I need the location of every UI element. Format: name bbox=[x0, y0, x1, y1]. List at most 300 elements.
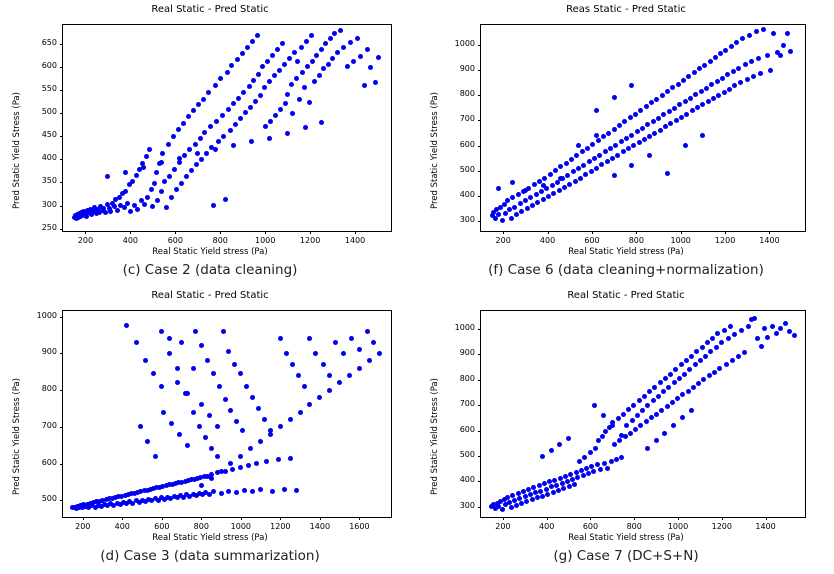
scatter-point bbox=[629, 133, 634, 138]
scatter-point bbox=[709, 82, 714, 87]
scatter-point bbox=[612, 442, 617, 447]
y-tick bbox=[478, 95, 481, 96]
scatter-point bbox=[622, 119, 627, 124]
scatter-point bbox=[245, 45, 250, 50]
y-tick bbox=[60, 159, 63, 160]
scatter-point bbox=[583, 172, 588, 177]
y-axis-label-c: Pred Static Yield Stress (Pa) bbox=[12, 92, 22, 209]
scatter-point bbox=[566, 436, 571, 441]
scatter-point bbox=[177, 160, 182, 165]
y-tick bbox=[60, 353, 63, 354]
scatter-point bbox=[788, 49, 793, 54]
scatter-point bbox=[240, 428, 245, 433]
scatter-point bbox=[585, 146, 590, 151]
x-tick-label: 1400 bbox=[755, 522, 776, 531]
scatter-point bbox=[204, 151, 209, 156]
y-tick-label: 400 bbox=[41, 153, 57, 163]
scatter-point bbox=[567, 182, 572, 187]
scatter-point bbox=[612, 95, 617, 100]
y-tick-label: 1000 bbox=[36, 310, 57, 320]
scatter-point bbox=[756, 56, 761, 61]
scatter-point bbox=[557, 442, 562, 447]
y-tick bbox=[60, 206, 63, 207]
scatter-point bbox=[755, 336, 760, 341]
figure-c bbox=[0, 4, 420, 266]
scatter-point bbox=[500, 218, 505, 223]
scatter-point bbox=[530, 497, 535, 502]
scatter-point bbox=[630, 418, 635, 423]
x-tick-label: 1000 bbox=[255, 236, 276, 245]
y-tick bbox=[478, 146, 481, 147]
scatter-point bbox=[644, 104, 649, 109]
scatter-point bbox=[624, 136, 629, 141]
scatter-point bbox=[175, 366, 180, 371]
y-tick bbox=[60, 136, 63, 137]
scatter-point bbox=[243, 110, 248, 115]
scatter-point bbox=[700, 345, 705, 350]
x-tick bbox=[590, 517, 591, 520]
scatter-point bbox=[209, 446, 214, 451]
scatter-point bbox=[198, 136, 203, 141]
scatter-point bbox=[708, 59, 713, 64]
scatter-point bbox=[637, 398, 642, 403]
scatter-point bbox=[122, 205, 127, 210]
scatter-point bbox=[172, 167, 177, 172]
y-tick-label: 400 bbox=[459, 475, 475, 485]
scatter-point bbox=[575, 475, 580, 480]
scatter-point bbox=[754, 29, 759, 34]
scatter-point bbox=[668, 121, 673, 126]
panel-d bbox=[0, 290, 420, 552]
scatter-point bbox=[716, 93, 721, 98]
scatter-point bbox=[238, 465, 243, 470]
scatter-point bbox=[612, 127, 617, 132]
scatter-point bbox=[144, 154, 149, 159]
x-tick-label: 1000 bbox=[230, 522, 251, 531]
scatter-point bbox=[751, 74, 756, 79]
scatter-point bbox=[272, 73, 277, 78]
scatter-point bbox=[577, 459, 582, 464]
scatter-point bbox=[615, 153, 620, 158]
scatter-point bbox=[509, 216, 514, 221]
x-axis-label-c: Real Static Yield stress (Pa) bbox=[152, 247, 268, 257]
y-tick-label: 300 bbox=[41, 199, 57, 209]
scatter-point bbox=[138, 424, 143, 429]
scatter-point bbox=[713, 55, 718, 60]
scatter-point bbox=[734, 40, 739, 45]
scatter-point bbox=[694, 349, 699, 354]
scatter-point bbox=[519, 209, 524, 214]
scatter-point bbox=[294, 488, 299, 493]
scatter-point bbox=[512, 205, 517, 210]
scatter-point bbox=[594, 108, 599, 113]
x-tick bbox=[320, 517, 321, 520]
scatter-point bbox=[614, 457, 619, 462]
scatter-point bbox=[696, 381, 701, 386]
scatter-point bbox=[658, 380, 663, 385]
scatter-point bbox=[582, 455, 587, 460]
scatter-point bbox=[358, 54, 363, 59]
scatter-point bbox=[509, 505, 514, 510]
y-tick bbox=[60, 390, 63, 391]
scatter-point bbox=[739, 328, 744, 333]
chart-title-d: Real Static - Pred Static bbox=[151, 290, 269, 301]
scatter-point bbox=[174, 187, 179, 192]
x-tick bbox=[280, 517, 281, 520]
scatter-point bbox=[179, 340, 184, 345]
x-tick bbox=[503, 517, 504, 520]
y-tick bbox=[60, 317, 63, 318]
scatter-point bbox=[603, 429, 608, 434]
scatter-point bbox=[327, 388, 332, 393]
scatter-point bbox=[711, 96, 716, 101]
scatter-point bbox=[672, 380, 677, 385]
scatter-point bbox=[581, 473, 586, 478]
x-tick bbox=[130, 231, 131, 234]
scatter-point bbox=[217, 384, 222, 389]
scatter-point bbox=[551, 490, 556, 495]
scatter-point bbox=[701, 377, 706, 382]
figure-g bbox=[418, 290, 834, 552]
y-tick-label: 600 bbox=[459, 139, 475, 149]
scatter-point bbox=[199, 483, 204, 488]
scatter-point bbox=[514, 212, 519, 217]
y-tick bbox=[60, 182, 63, 183]
scatter-point bbox=[313, 351, 318, 356]
x-tick-label: 800 bbox=[193, 522, 209, 531]
scatter-point bbox=[688, 96, 693, 101]
scatter-point bbox=[649, 100, 654, 105]
y-tick-label: 700 bbox=[41, 420, 57, 430]
scatter-point bbox=[528, 195, 533, 200]
scatter-point bbox=[626, 407, 631, 412]
scatter-point bbox=[674, 118, 679, 123]
scatter-point bbox=[592, 403, 597, 408]
scatter-point bbox=[591, 469, 596, 474]
scatter-point bbox=[357, 347, 362, 352]
scatter-point bbox=[159, 189, 164, 194]
scatter-point bbox=[175, 380, 180, 385]
scatter-point bbox=[365, 329, 370, 334]
scatter-point bbox=[785, 31, 790, 36]
scatter-point bbox=[670, 85, 675, 90]
panel-f bbox=[418, 4, 834, 266]
x-tick-label: 1200 bbox=[711, 522, 732, 531]
scatter-point bbox=[598, 467, 603, 472]
scatter-point bbox=[312, 79, 317, 84]
scatter-point bbox=[670, 400, 675, 405]
scatter-point bbox=[683, 143, 688, 148]
scatter-point bbox=[601, 134, 606, 139]
scatter-point bbox=[624, 423, 629, 428]
scatter-point bbox=[540, 494, 545, 499]
scatter-point bbox=[601, 413, 606, 418]
scatter-point bbox=[355, 36, 360, 41]
scatter-point bbox=[155, 198, 160, 203]
scatter-point bbox=[258, 487, 263, 492]
caption-g: (g) Case 7 (DC+S+N) bbox=[553, 548, 699, 564]
scatter-point bbox=[651, 398, 656, 403]
scatter-point bbox=[289, 82, 294, 87]
scatter-point bbox=[697, 66, 702, 71]
scatter-point bbox=[347, 373, 352, 378]
y-tick bbox=[60, 500, 63, 501]
scatter-point bbox=[654, 438, 659, 443]
y-tick-label: 1000 bbox=[454, 39, 475, 49]
scatter-point bbox=[689, 354, 694, 359]
scatter-point bbox=[226, 489, 231, 494]
scatter-point bbox=[600, 434, 605, 439]
scatter-point bbox=[719, 340, 724, 345]
x-tick-label: 1400 bbox=[309, 522, 331, 531]
scatter-point bbox=[692, 70, 697, 75]
scatter-point bbox=[270, 53, 275, 58]
scatter-point bbox=[221, 329, 226, 334]
scatter-point bbox=[606, 131, 611, 136]
scatter-point bbox=[333, 340, 338, 345]
scatter-point bbox=[550, 183, 555, 188]
scatter-point bbox=[300, 70, 305, 75]
scatter-point bbox=[335, 50, 340, 55]
scatter-point bbox=[545, 492, 550, 497]
y-tick-label: 700 bbox=[459, 114, 475, 124]
x-tick bbox=[359, 517, 360, 520]
scatter-point bbox=[166, 142, 171, 147]
scatter-point bbox=[616, 416, 621, 421]
scatter-point bbox=[659, 408, 664, 413]
scatter-point bbox=[747, 33, 752, 38]
scatter-point bbox=[211, 371, 216, 376]
scatter-point bbox=[562, 185, 567, 190]
scatter-point bbox=[605, 159, 610, 164]
x-tick-label: 1200 bbox=[299, 236, 321, 245]
scatter-point bbox=[193, 142, 198, 147]
scatter-point bbox=[278, 107, 283, 112]
scatter-point bbox=[587, 159, 592, 164]
scatter-point bbox=[195, 151, 200, 156]
x-tick-label: 800 bbox=[626, 522, 642, 531]
scatter-point bbox=[228, 408, 233, 413]
y-tick bbox=[478, 329, 481, 330]
scatter-point bbox=[778, 53, 783, 58]
scatter-point bbox=[518, 201, 523, 206]
scatter-point bbox=[647, 134, 652, 139]
x-tick bbox=[547, 517, 548, 520]
scatter-point bbox=[128, 209, 133, 214]
scatter-point bbox=[540, 454, 545, 459]
scatter-point bbox=[231, 101, 236, 106]
scatter-point bbox=[153, 454, 158, 459]
chart-title-f: Reas Static - Pred Static bbox=[566, 4, 686, 15]
scatter-point bbox=[609, 459, 614, 464]
scatter-point bbox=[256, 406, 261, 411]
caption-c: (c) Case 2 (data cleaning) bbox=[122, 262, 298, 278]
scatter-point bbox=[213, 83, 218, 88]
scatter-point bbox=[214, 119, 219, 124]
scatter-point bbox=[686, 74, 691, 79]
x-tick-label: 1200 bbox=[714, 236, 736, 245]
scatter-point bbox=[516, 192, 521, 197]
y-tick bbox=[478, 380, 481, 381]
scatter-point bbox=[652, 385, 657, 390]
scatter-point bbox=[617, 123, 622, 128]
x-tick-label: 1000 bbox=[667, 522, 689, 531]
caption-f: (f) Case 6 (data cleaning+normalization) bbox=[488, 262, 764, 278]
scatter-point bbox=[581, 163, 586, 168]
scatter-point bbox=[216, 139, 221, 144]
y-tick-label: 1000 bbox=[454, 322, 475, 332]
x-tick-label: 600 bbox=[154, 522, 170, 531]
scatter-point bbox=[576, 143, 581, 148]
x-tick-label: 600 bbox=[582, 522, 599, 531]
scatter-point bbox=[171, 134, 176, 139]
scatter-point bbox=[323, 41, 328, 46]
scatter-point bbox=[260, 64, 265, 69]
scatter-point bbox=[150, 204, 155, 209]
scatter-point bbox=[534, 192, 539, 197]
scatter-point bbox=[651, 119, 656, 124]
scatter-point bbox=[586, 471, 591, 476]
scatter-point bbox=[645, 403, 650, 408]
scatter-point bbox=[284, 351, 289, 356]
x-tick bbox=[83, 517, 84, 520]
scatter-point bbox=[181, 121, 186, 126]
scatter-point bbox=[684, 112, 689, 117]
scatter-point bbox=[371, 340, 376, 345]
plot-area-g bbox=[454, 310, 806, 531]
scatter-point bbox=[663, 376, 668, 381]
scatter-point bbox=[220, 113, 225, 118]
scatter-point bbox=[642, 137, 647, 142]
scatter-point bbox=[675, 396, 680, 401]
scatter-point bbox=[552, 478, 557, 483]
scatter-point bbox=[783, 321, 788, 326]
scatter-point bbox=[143, 358, 148, 363]
y-tick bbox=[478, 405, 481, 406]
scatter-point bbox=[161, 410, 166, 415]
scatter-point bbox=[695, 105, 700, 110]
scatter-point bbox=[633, 427, 638, 432]
scatter-point bbox=[307, 336, 312, 341]
y-tick-label: 300 bbox=[459, 214, 475, 224]
scatter-point bbox=[758, 71, 763, 76]
scatter-point bbox=[341, 351, 346, 356]
scatter-point bbox=[605, 466, 610, 471]
scatter-point bbox=[690, 108, 695, 113]
x-tick bbox=[766, 517, 767, 520]
panel-g bbox=[418, 290, 834, 552]
scatter-point bbox=[203, 435, 208, 440]
scatter-point bbox=[732, 83, 737, 88]
x-tick bbox=[678, 517, 679, 520]
y-tick bbox=[478, 456, 481, 457]
scatter-point bbox=[319, 47, 324, 52]
scatter-point bbox=[613, 143, 618, 148]
scatter-point bbox=[658, 128, 663, 133]
scatter-point bbox=[621, 412, 626, 417]
scatter-point bbox=[236, 96, 241, 101]
scatter-point bbox=[736, 354, 741, 359]
scatter-point bbox=[654, 97, 659, 102]
scatter-point bbox=[135, 207, 140, 212]
scatter-point bbox=[693, 362, 698, 367]
scatter-point bbox=[365, 47, 370, 52]
scatter-point bbox=[226, 349, 231, 354]
scatter-point bbox=[592, 156, 597, 161]
scatter-point bbox=[337, 380, 342, 385]
scatter-point bbox=[209, 476, 214, 481]
scatter-point bbox=[663, 124, 668, 129]
scatter-point bbox=[597, 153, 602, 158]
scatter-point bbox=[537, 483, 542, 488]
y-tick-label: 700 bbox=[459, 399, 475, 409]
scatter-point bbox=[298, 410, 303, 415]
scatter-point bbox=[551, 191, 556, 196]
scatter-point bbox=[206, 90, 211, 95]
scatter-point bbox=[264, 459, 269, 464]
scatter-point bbox=[290, 111, 295, 116]
scatter-point bbox=[130, 179, 135, 184]
scatter-point bbox=[569, 157, 574, 162]
scatter-point bbox=[215, 454, 220, 459]
figure-d bbox=[0, 290, 420, 552]
scatter-point bbox=[223, 197, 228, 202]
x-tick bbox=[162, 517, 163, 520]
scatter-point bbox=[205, 358, 210, 363]
scatter-point bbox=[712, 370, 717, 375]
scatter-point bbox=[580, 149, 585, 154]
x-tick-label: 400 bbox=[539, 522, 555, 531]
scatter-point bbox=[167, 336, 172, 341]
scatter-point bbox=[612, 173, 617, 178]
scatter-point bbox=[280, 41, 285, 46]
scatter-point bbox=[720, 76, 725, 81]
scatter-point bbox=[768, 68, 773, 73]
scatter-point bbox=[304, 39, 309, 44]
scatter-point bbox=[191, 366, 196, 371]
scatter-point bbox=[326, 62, 331, 67]
scatter-point bbox=[151, 371, 156, 376]
scatter-point bbox=[285, 92, 290, 97]
scatter-point bbox=[134, 340, 139, 345]
scatter-point bbox=[278, 336, 283, 341]
scatter-point bbox=[307, 402, 312, 407]
x-tick bbox=[310, 231, 311, 234]
scatter-point bbox=[234, 490, 239, 495]
y-tick-label: 800 bbox=[459, 89, 475, 99]
scatter-point bbox=[123, 170, 128, 175]
y-tick bbox=[60, 67, 63, 68]
scatter-point bbox=[652, 131, 657, 136]
scatter-point bbox=[715, 331, 720, 336]
scatter-point bbox=[229, 63, 234, 68]
scatter-point bbox=[288, 456, 293, 461]
panel-c bbox=[0, 4, 420, 266]
scatter-point bbox=[542, 176, 547, 181]
scatter-point bbox=[725, 72, 730, 77]
scatter-point bbox=[505, 198, 510, 203]
scatter-point bbox=[145, 195, 150, 200]
y-tick-label: 500 bbox=[459, 164, 475, 174]
x-tick bbox=[592, 231, 593, 234]
scatter-point bbox=[367, 358, 372, 363]
scatter-point bbox=[771, 31, 776, 36]
scatter-point bbox=[292, 50, 297, 55]
scatter-point bbox=[594, 166, 599, 171]
scatter-point bbox=[254, 461, 259, 466]
scatter-point bbox=[628, 115, 633, 120]
chart-title-g: Real Static - Pred Static bbox=[567, 290, 685, 301]
